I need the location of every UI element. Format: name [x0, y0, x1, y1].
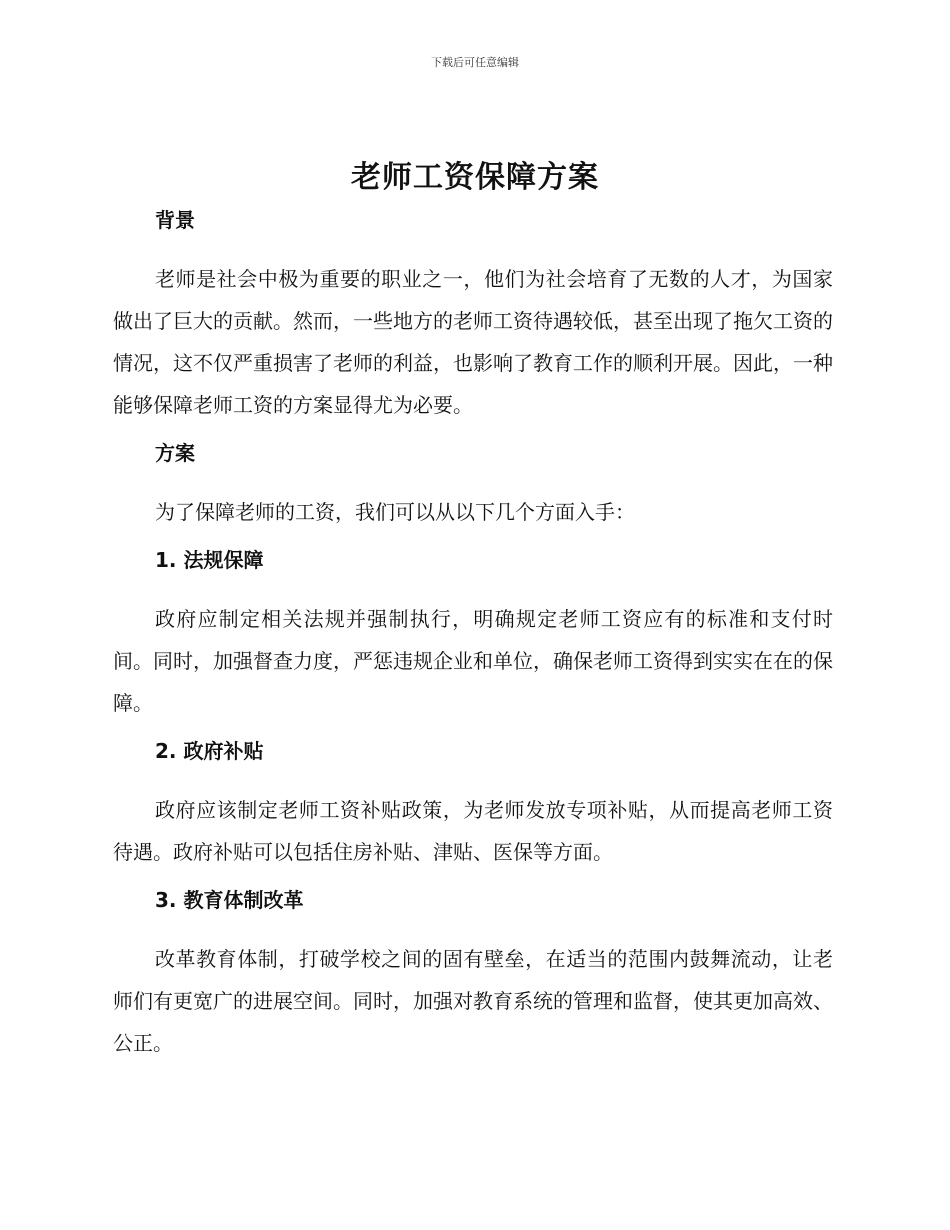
document-body — [113, 205, 833, 1076]
section-paragraph: 政府应该制定老师工资补贴政策，为老师发放专项补贴，从而提高老师工资待遇。政府补贴可以包括住房补贴、津贴、医保等方面。 — [113, 798, 833, 864]
section-government-subsidy — [113, 736, 833, 873]
section-paragraph: 改革教育体制，打破学校之间的固有壁垒，在适当的范围内鼓舞流动，让老师们有更宽广的进展空间。同时，加强对教育系统的管理和监督，使其更加高效、公正。 — [113, 947, 833, 1055]
section-paragraph: 老师是社会中极为重要的职业之一，他们为社会培育了无数的人才，为国家做出了巨大的贡献。然而，一些地方的老师工资待遇较低，甚至出现了拖欠工资的情况，这不仅严重损害了老师的利益，也影响了教育工作的顺利开展。因此，一种能够保障老师工资的方案显得尤为必要。 — [113, 267, 833, 417]
document-title: 老师工资保障方案 — [351, 160, 599, 195]
section-heading: 3. 教育体制改革 — [155, 888, 304, 912]
section-heading: 2. 政府补贴 — [155, 739, 264, 763]
section-paragraph: 为了保障老师的工资，我们可以从以下几个方面入手： — [155, 500, 635, 524]
section-plan — [113, 438, 833, 533]
page-header-note: 下载后可任意编辑 — [431, 56, 519, 69]
section-education-reform — [113, 885, 833, 1064]
section-heading: 方案 — [155, 441, 195, 465]
section-paragraph: 政府应制定相关法规并强制执行，明确规定老师工资应有的标准和支付时间。同时，加强督查力度，严惩违规企业和单位，确保老师工资得到实实在在的保障。 — [113, 607, 833, 715]
section-background — [113, 205, 833, 426]
section-heading: 背景 — [155, 208, 195, 232]
section-legal-guarantee — [113, 545, 833, 724]
section-heading: 1. 法规保障 — [155, 548, 264, 572]
